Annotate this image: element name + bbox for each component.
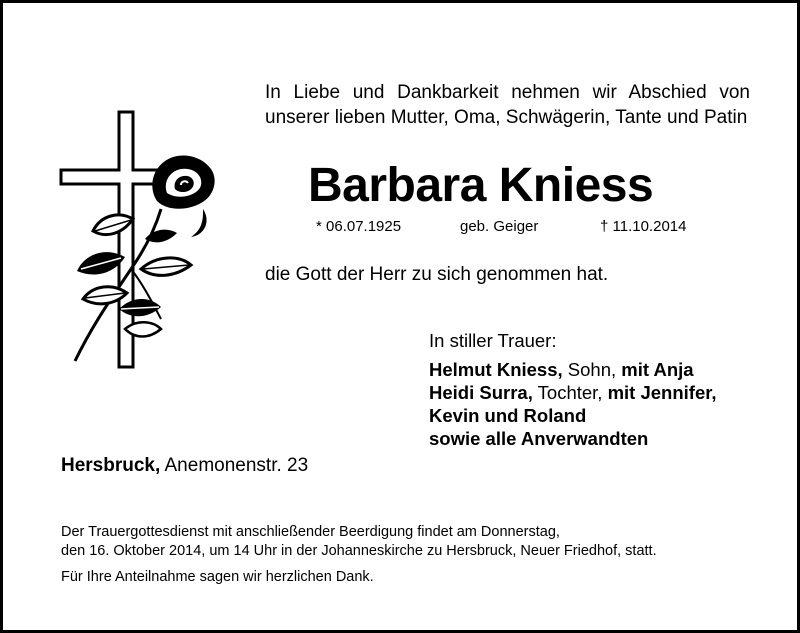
mourner-name: Helmut Kniess, (429, 359, 563, 380)
maiden-name: geb. Geiger (460, 218, 539, 235)
mourner-line-2 (429, 381, 717, 404)
mourners-block (429, 329, 717, 450)
mourner-line-3 (429, 404, 717, 427)
mourning-heading: In stiller Trauer: (429, 330, 557, 351)
mourner-relation: Sohn, (562, 359, 622, 380)
cross-with-rose-icon (53, 109, 228, 369)
service-info (61, 523, 751, 587)
thanks-line: Für Ihre Anteilnahme sagen wir herzlichen Dank. (61, 569, 374, 585)
service-line-1: Der Trauergottesdienst mit anschließender Beerdigung findet am Donnerstag, (61, 524, 560, 540)
mourner-line-1 (429, 358, 717, 381)
address-town: Hersbruck, (61, 455, 161, 476)
mourner-line-4 (429, 427, 717, 450)
mourner-children: Kevin und Roland (429, 405, 587, 426)
intro-text: In Liebe und Dankbarkeit nehmen wir Abschied von unserer lieben Mutter, Oma, Schwägerin, Tante und Patin (265, 82, 750, 128)
mourner-relation: Tochter, (532, 382, 608, 403)
passing-statement: die Gott der Herr zu sich genommen hat. (265, 264, 609, 285)
service-line-2: den 16. Oktober 2014, um 14 Uhr in der Johanneskirche zu Hersbruck, Neuer Friedhof, statt. (61, 543, 657, 559)
deceased-name: Barbara Kniess (308, 159, 654, 212)
mourner-partner: mit Anja (621, 359, 694, 380)
birth-date: * 06.07.1925 (316, 218, 402, 235)
death-date: † 11.10.2014 (600, 218, 687, 235)
mourner-name: Heidi Surra, (429, 382, 533, 403)
family-address (61, 454, 308, 478)
address-street: Anemonenstr. 23 (160, 455, 309, 476)
mourner-partner: mit Jennifer, (607, 382, 717, 403)
mourner-relatives: sowie alle Anverwandten (429, 428, 649, 449)
